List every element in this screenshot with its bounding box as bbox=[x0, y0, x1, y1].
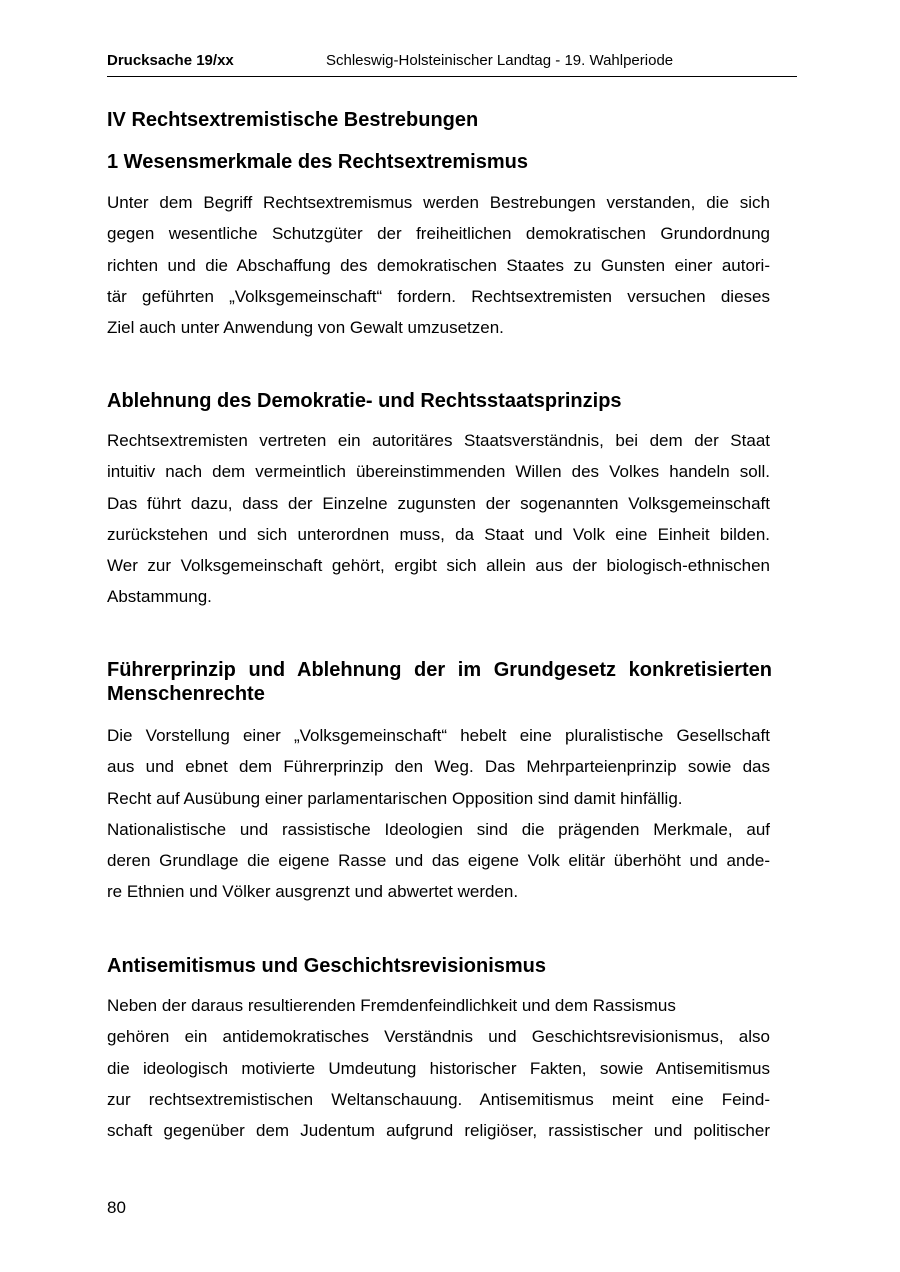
text-line: gehören ein antidemokratisches Verständnis und Geschichtsrevisionismus, also bbox=[107, 1027, 770, 1047]
text-line: die ideologisch motivierte Umdeutung historischer Fakten, sowie Antisemitismus bbox=[107, 1058, 770, 1078]
section-heading: Ablehnung des Demokratie- und Rechtsstaatsprinzips bbox=[107, 390, 622, 412]
text-line: intuitiv nach dem vermeintlich übereinstimmenden Willen des Volkes handeln soll. bbox=[107, 462, 770, 482]
text-line: aus und ebnet dem Führerprinzip den Weg. Das Mehrparteienprinzip sowie das bbox=[107, 757, 770, 777]
text-line: Unter dem Begriff Rechtsextremismus werden Bestrebungen verstanden, die sich bbox=[107, 193, 770, 212]
text-line: Wer zur Volksgemeinschaft gehört, ergibt sich allein aus der biologisch-ethnischen bbox=[107, 556, 770, 576]
text-line: gegen wesentliche Schutzgüter der freiheitlichen demokratischen Grundordnung bbox=[107, 224, 770, 244]
paragraph bbox=[107, 425, 770, 613]
text-line: Das führt dazu, dass der Einzelne zugunsten der sogenannten Volksgemeinschaft bbox=[107, 493, 770, 513]
text-line: schaft gegenüber dem Judentum aufgrund religiöser, rassistischer und politischer bbox=[107, 1121, 770, 1141]
text-line: zur rechtsextremistischen Weltanschauung. Antisemitismus meint eine Feind- bbox=[107, 1089, 770, 1109]
heading-line: Führerprinzip und Ablehnung der im Grundgesetz konkretisierten bbox=[107, 659, 772, 681]
running-header-title: Schleswig-Holsteinischer Landtag - 19. Wahlperiode bbox=[326, 52, 674, 69]
text-line: Rechtsextremisten vertreten ein autoritäres Staatsverständnis, bei dem der Staat bbox=[107, 431, 770, 450]
text-line: richten und die Abschaffung des demokratischen Staates zu Gunsten einer autori- bbox=[107, 255, 770, 275]
section-heading: Antisemitismus und Geschichtsrevisionismus bbox=[107, 955, 547, 977]
paragraph bbox=[107, 187, 770, 343]
paragraph bbox=[107, 990, 770, 1146]
text-line: Recht auf Ausübung einer parlamentarischen Opposition sind damit hinfällig. bbox=[107, 788, 683, 808]
heading-line: Menschenrechte bbox=[107, 683, 265, 705]
text-line: deren Grundlage die eigene Rasse und das eigene Volk elitär überhöht und ande- bbox=[107, 851, 770, 871]
text-line: Nationalistische und rassistische Ideologien sind die prägenden Merkmale, auf bbox=[107, 819, 770, 839]
header-rule bbox=[107, 76, 797, 77]
text-line: Neben der daraus resultierenden Fremdenfeindlichkeit und dem Rassismus bbox=[107, 996, 676, 1015]
text-line: tär geführten „Volksgemeinschaft“ fordern. Rechtsextremisten versuchen dieses bbox=[107, 286, 770, 306]
section-heading: 1 Wesensmerkmale des Rechtsextremismus bbox=[107, 151, 528, 173]
document-number: Drucksache 19/xx bbox=[107, 52, 234, 69]
text-line: Die Vorstellung einer „Volksgemeinschaft“ hebelt eine pluralistische Gesellschaft bbox=[107, 726, 770, 745]
text-line: re Ethnien und Völker ausgrenzt und abwertet werden. bbox=[107, 882, 519, 902]
page-number: 80 bbox=[107, 1198, 126, 1217]
text-line: Ziel auch unter Anwendung von Gewalt umzusetzen. bbox=[107, 318, 504, 338]
text-line: Abstammung. bbox=[107, 587, 212, 607]
paragraph bbox=[107, 720, 770, 908]
chapter-heading: IV Rechtsextremistische Bestrebungen bbox=[107, 109, 479, 131]
text-line: zurückstehen und sich unterordnen muss, da Staat und Volk eine Einheit bilden. bbox=[107, 524, 770, 544]
section-heading bbox=[107, 658, 772, 706]
